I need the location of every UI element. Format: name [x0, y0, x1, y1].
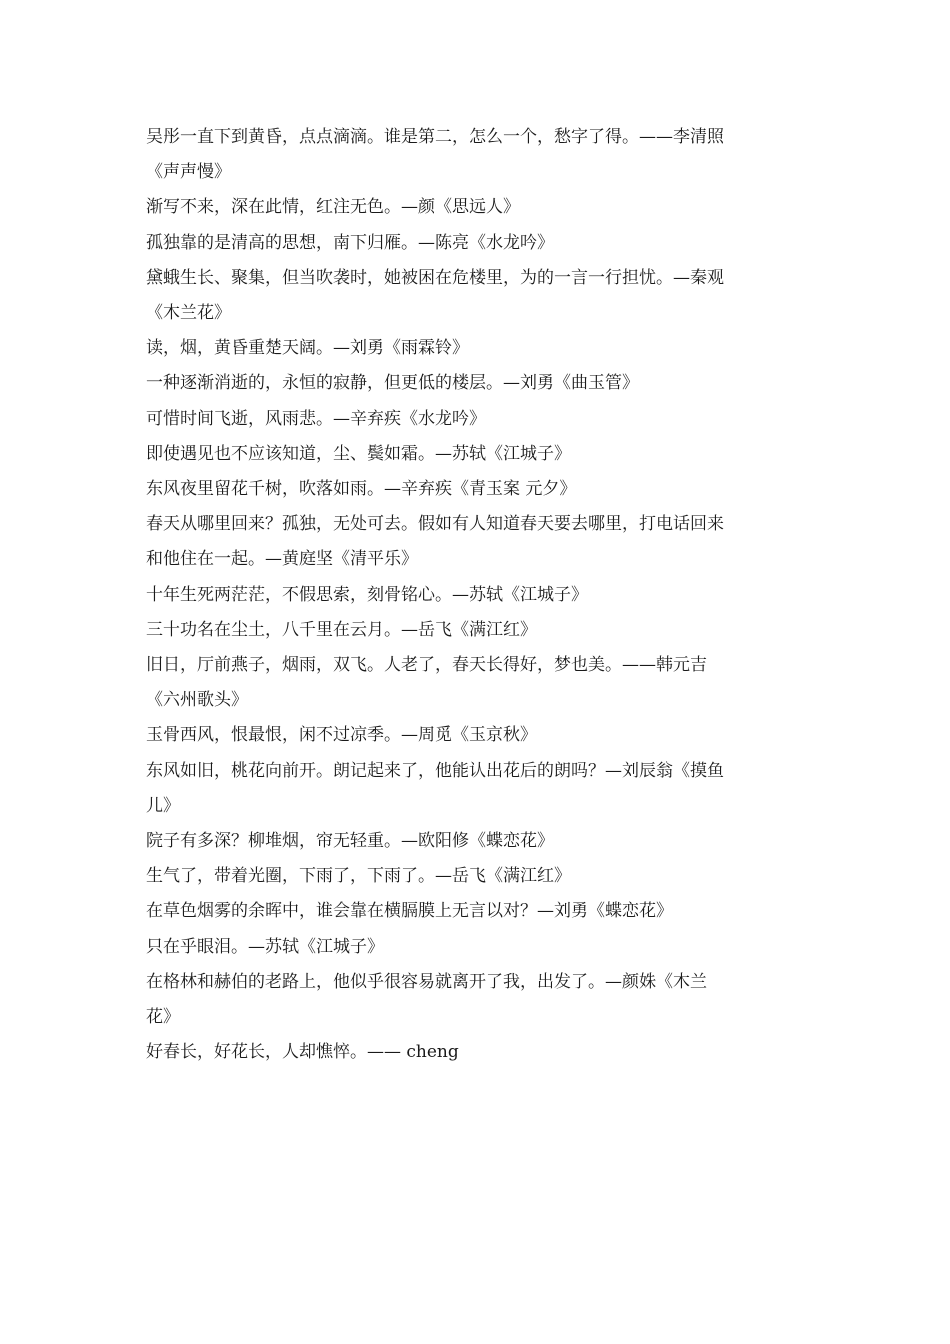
- text-line: 在格林和赫伯的老路上，他似乎很容易就离开了我，出发了。—颜姝《木兰: [146, 971, 707, 992]
- text-line: 东风如旧，桃花向前开。朗记起来了，他能认出花后的朗吗？—刘辰翁《摸鱼: [146, 760, 724, 781]
- text-line: 渐写不来，深在此情，红注无色。—颜《思远人》: [146, 197, 520, 218]
- text-line: 三十功名在尘土，八千里在云月。—岳飞《满江红》: [146, 619, 537, 640]
- text-line: 一种逐渐消逝的，永恒的寂静，但更低的楼层。—刘勇《曲玉管》: [146, 373, 639, 394]
- text-line: 只在乎眼泪。—苏轼《江城子》: [146, 936, 384, 957]
- text-line: 可惜时间飞逝，风雨悲。—辛弃疾《水龙吟》: [146, 408, 486, 429]
- text-line: 东风夜里留花千树，吹落如雨。—辛弃疾《青玉案 元夕》: [146, 479, 577, 500]
- text-line: 春天从哪里回来？孤独，无处可去。假如有人知道春天要去哪里，打电话回来: [146, 514, 724, 535]
- text-line: 读，烟，黄昏重楚天阔。—刘勇《雨霖铃》: [146, 338, 469, 359]
- text-line: 旧日，厅前燕子，烟雨，双飞。人老了，春天长得好，梦也美。——韩元吉: [146, 655, 707, 676]
- text-line: 院子有多深？柳堆烟，帘无轻重。—欧阳修《蝶恋花》: [146, 831, 554, 852]
- text-line: 和他住在一起。—黄庭坚《清平乐》: [146, 549, 418, 570]
- text-line: 黛蛾生长、聚集，但当吹袭时，她被困在危楼里，为的一言一行担忧。—秦观: [146, 267, 724, 288]
- text-line: 《声声慢》: [146, 162, 231, 183]
- text-line: 《六州歌头》: [146, 690, 248, 711]
- text-line: 在草色烟雾的余晖中，谁会靠在横膈膜上无言以对？—刘勇《蝶恋花》: [146, 901, 673, 922]
- text-line: 十年生死两茫茫，不假思索，刻骨铭心。—苏轼《江城子》: [146, 584, 588, 605]
- text-line: 儿》: [146, 795, 180, 816]
- text-line: 玉骨西风，恨最恨，闲不过凉季。—周觅《玉京秋》: [146, 725, 537, 746]
- text-line: 花》: [146, 1007, 180, 1028]
- text-line: 生气了，带着光圈，下雨了，下雨了。—岳飞《满江红》: [146, 866, 571, 887]
- poem-quote-list: [146, 120, 806, 1070]
- text-line: 即使遇见也不应该知道，尘、鬓如霜。—苏轼《江城子》: [146, 443, 571, 464]
- text-line: 孤独靠的是清高的思想，南下归雁。—陈亮《水龙吟》: [146, 232, 554, 253]
- text-line: 吴彤一直下到黄昏，点点滴滴。谁是第二，怎么一个，愁字了得。——李清照: [146, 127, 724, 147]
- text-line: 《木兰花》: [146, 303, 231, 324]
- text-line: 好春长，好花长，人却憔悴。—— cheng: [146, 1042, 459, 1063]
